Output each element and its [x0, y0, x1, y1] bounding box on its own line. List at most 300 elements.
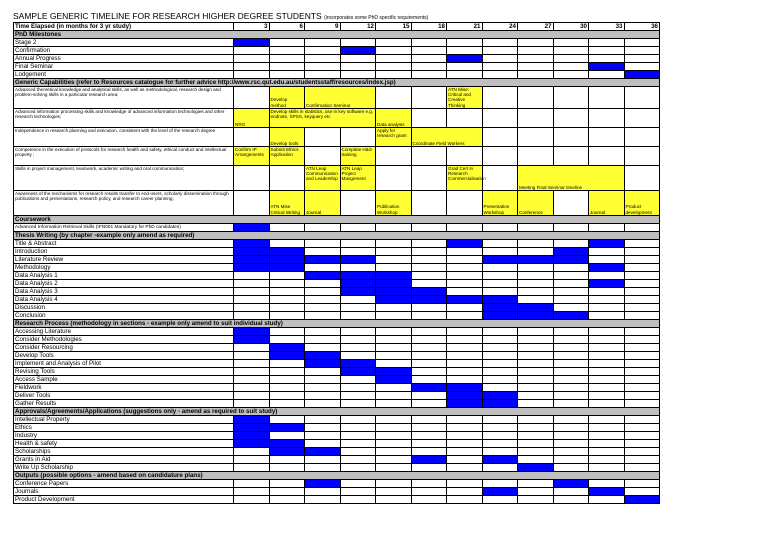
timeline-bar [305, 447, 341, 455]
timeline-bar [482, 487, 518, 495]
timeline-cell [269, 335, 305, 343]
timeline-cell [589, 39, 625, 47]
timeline-bar [340, 271, 376, 279]
timeline-cell [269, 495, 305, 503]
timeline-cell [447, 495, 483, 503]
timeline-cell [340, 335, 376, 343]
timeline-cell [305, 55, 341, 63]
timeline-cell [340, 311, 376, 319]
timeline-cell [624, 335, 660, 343]
timeline-cell [269, 165, 305, 190]
timeline-cell [482, 108, 518, 127]
timeline-cell [589, 375, 625, 383]
timeline-cell [234, 391, 270, 399]
timeline-cell [482, 127, 518, 146]
timeline-cell [340, 479, 376, 487]
timeline-cell [411, 165, 447, 190]
timeline-cell [553, 463, 589, 471]
timeline-cell [340, 303, 376, 311]
timeline-cell [340, 423, 376, 431]
timeline-cell [411, 351, 447, 359]
timeline-cell [482, 63, 518, 71]
timeline-cell [376, 63, 412, 71]
timeline-bar [340, 255, 376, 263]
row-label: Implement and Analysis of Pilot [14, 359, 234, 367]
timeline-cell [340, 463, 376, 471]
timeline-cell [447, 463, 483, 471]
capability-activity: ATN Leap Communication and Leadership [305, 165, 341, 190]
timeline-cell [447, 223, 483, 231]
timeline-cell [411, 303, 447, 311]
timeline-bar [411, 383, 447, 391]
timeline-cell [482, 447, 518, 455]
timeline-bar [234, 431, 270, 439]
timeline-bar [305, 255, 341, 263]
timeline-bar [553, 479, 589, 487]
timeline-cell [482, 247, 518, 255]
timeline-cell [553, 375, 589, 383]
section-row [14, 31, 660, 39]
timeline-cell [482, 71, 518, 79]
timeline-cell [518, 239, 554, 247]
timeline-cell [518, 327, 554, 335]
table-row [14, 439, 660, 447]
timeline-bar [482, 399, 518, 407]
timeline-cell [340, 391, 376, 399]
timeline-cell [447, 279, 483, 287]
row-label: Lodgement [14, 71, 234, 79]
timeline-bar [305, 479, 341, 487]
timeline-cell [518, 287, 554, 295]
timeline-bar [376, 367, 412, 375]
capability-activity: Apply for research grant [376, 127, 412, 146]
timeline-cell [305, 415, 341, 423]
timeline-cell [589, 439, 625, 447]
row-label: Annual Progress [14, 55, 234, 63]
table-row [14, 399, 660, 407]
timeline-cell [624, 146, 660, 165]
row-label: Conclusion [14, 311, 234, 319]
timeline-cell [269, 287, 305, 295]
timeline-cell [589, 255, 625, 263]
timeline-cell [518, 63, 554, 71]
timeline-cell [518, 127, 554, 146]
timeline-cell [589, 447, 625, 455]
timeline-cell [305, 39, 341, 47]
timeline-bar [269, 343, 305, 351]
timeline-cell [624, 55, 660, 63]
timeline-cell [269, 399, 305, 407]
timeline-cell [589, 327, 625, 335]
timeline-bar [269, 351, 305, 359]
timeline-cell [624, 271, 660, 279]
timeline-bar [376, 375, 412, 383]
timeline-cell [411, 359, 447, 367]
row-label: Final Seminar [14, 63, 234, 71]
timeline-cell [447, 190, 483, 215]
timeline-cell [411, 391, 447, 399]
capability-activity: Conference [518, 190, 554, 215]
timeline-bar [518, 303, 554, 311]
timeline-cell [624, 287, 660, 295]
timeline-cell [305, 343, 341, 351]
timeline-cell [553, 108, 589, 127]
timeline-cell [482, 239, 518, 247]
timeline-cell [376, 423, 412, 431]
timeline-cell [624, 351, 660, 359]
title-note: (incorporates some PhD specific requirements) [324, 15, 429, 21]
row-label: Data Analysis 1 [14, 271, 234, 279]
timeline-cell [305, 335, 341, 343]
timeline-cell [589, 247, 625, 255]
timeline-cell [376, 263, 412, 271]
timeline-cell [340, 383, 376, 391]
timeline-cell [269, 39, 305, 47]
timeline-cell [305, 423, 341, 431]
timeline-cell [589, 391, 625, 399]
timeline-cell [482, 335, 518, 343]
timeline-cell [589, 359, 625, 367]
timeline-bar [269, 423, 305, 431]
timeline-cell [305, 295, 341, 303]
timeline-cell [624, 47, 660, 55]
timeline-bar [234, 327, 270, 335]
timeline-bar [624, 71, 660, 79]
timeline-cell [624, 383, 660, 391]
section-header: Research Process (methodology in sections - example only amend to suit individual study) [14, 319, 660, 327]
timeline-cell [518, 375, 554, 383]
timeline-bar [482, 255, 518, 263]
timeline-cell [518, 263, 554, 271]
timeline-cell [234, 359, 270, 367]
timeline-cell [269, 55, 305, 63]
timeline-bar [447, 55, 483, 63]
timeline-cell [553, 295, 589, 303]
section-header: Generic Capabilities (refer to Resources catalogue for further advice http://www.rsc.qut.edu.au/studentsstaff/resources/index.jsp) [14, 79, 660, 87]
table-row [14, 415, 660, 423]
timeline-cell [553, 47, 589, 55]
timeline-bar [411, 287, 447, 295]
timeline-cell [340, 247, 376, 255]
timeline-cell [447, 71, 483, 79]
timeline-cell [234, 463, 270, 471]
timeline-cell [411, 399, 447, 407]
timeline-cell [340, 263, 376, 271]
timeline-bar [411, 455, 447, 463]
timeline-cell [482, 39, 518, 47]
timeline-cell [234, 271, 270, 279]
timeline-bar [234, 247, 270, 255]
row-label: Scholarships [14, 447, 234, 455]
timeline-cell [411, 55, 447, 63]
section-row [14, 79, 660, 87]
timeline-cell [340, 55, 376, 63]
timeline-bar [234, 223, 270, 231]
timeline-cell [305, 146, 341, 165]
timeline-bar [447, 239, 483, 247]
timeline-cell [624, 127, 660, 146]
timeline-cell [447, 359, 483, 367]
timeline-cell [589, 335, 625, 343]
capability-activity: Journal [305, 190, 341, 215]
timeline-cell [589, 47, 625, 55]
row-label: Confirmation [14, 47, 234, 55]
timeline-bar [234, 39, 270, 47]
table-row [14, 359, 660, 367]
timeline-cell [340, 223, 376, 231]
timeline-cell [482, 223, 518, 231]
timeline-cell [234, 127, 270, 146]
timeline-cell [518, 71, 554, 79]
timeline-cell [340, 375, 376, 383]
timeline-cell [518, 295, 554, 303]
timeline-cell [518, 455, 554, 463]
timeline-cell [411, 239, 447, 247]
page-title: SAMPLE GENERIC TIMELINE FOR RESEARCH HIGHER DEGREE STUDENTS (incorporates some PhD specific requirements) [13, 11, 429, 21]
capability-activity: Develop method [269, 87, 305, 109]
timeline-cell [447, 367, 483, 375]
row-label: Intellectual Property [14, 415, 234, 423]
timeline-cell [553, 415, 589, 423]
capability-label: Competence in the execution of protocols for research health and safety, ethical conduct and intellectual property ; [14, 146, 234, 165]
timeline-cell [624, 63, 660, 71]
timeline-cell [447, 327, 483, 335]
timeline-cell [447, 247, 483, 255]
timeline-cell [376, 239, 412, 247]
timeline-cell [589, 415, 625, 423]
timeline-cell [305, 127, 341, 146]
header-label: Time Elapsed (in months for 3 yr study) [14, 23, 234, 31]
timeline-cell [482, 165, 518, 190]
timeline-cell [589, 55, 625, 63]
timeline-cell [411, 311, 447, 319]
timeline-cell [589, 399, 625, 407]
timeline-bar [376, 271, 412, 279]
timeline-cell [411, 343, 447, 351]
row-label: Gather Results [14, 399, 234, 407]
timeline-cell [376, 55, 412, 63]
table-row [14, 383, 660, 391]
timeline-cell [447, 351, 483, 359]
timeline-cell [447, 343, 483, 351]
timeline-cell [269, 415, 305, 423]
timeline-cell [553, 146, 589, 165]
timeline-cell [376, 455, 412, 463]
timeline-cell [624, 39, 660, 47]
table-row [14, 279, 660, 287]
timeline-cell [518, 391, 554, 399]
timeline-cell [482, 463, 518, 471]
timeline-cell [411, 279, 447, 287]
capability-label: Awareness of the mechanisms for research results transfer to end-users, scholarly dissemination through publications and presentations, research policy, and research career planning; [14, 190, 234, 215]
timeline-cell [482, 271, 518, 279]
timeline-cell [447, 146, 483, 165]
timeline-cell [411, 439, 447, 447]
timeline-cell [234, 63, 270, 71]
timeline-cell [624, 367, 660, 375]
timeline-cell [411, 271, 447, 279]
timeline-cell [518, 423, 554, 431]
timeline-cell [553, 55, 589, 63]
timeline-cell [411, 495, 447, 503]
timeline-cell [269, 223, 305, 231]
timeline-cell [553, 335, 589, 343]
timeline-cell [518, 359, 554, 367]
timeline-cell [305, 327, 341, 335]
timeline-cell [447, 255, 483, 263]
timeline-bar [447, 399, 483, 407]
row-label: Consider Resourcing [14, 343, 234, 351]
row-label: Access Sample [14, 375, 234, 383]
timeline-cell [553, 495, 589, 503]
timeline-bar [234, 263, 270, 271]
header-row [14, 23, 660, 31]
timeline-bar [589, 487, 625, 495]
timeline-cell [482, 263, 518, 271]
timeline-cell [482, 439, 518, 447]
timeline-cell [624, 311, 660, 319]
timeline-cell [553, 303, 589, 311]
timeline-cell [376, 479, 412, 487]
timeline-cell [518, 431, 554, 439]
timeline-cell [376, 463, 412, 471]
timeline-cell [234, 495, 270, 503]
timeline-cell [553, 190, 589, 215]
timeline-cell [340, 415, 376, 423]
timeline-cell [482, 343, 518, 351]
timeline-cell [305, 263, 341, 271]
timeline-cell [553, 383, 589, 391]
timeline-cell [234, 487, 270, 495]
timeline-cell [411, 247, 447, 255]
timeline-bar [482, 303, 518, 311]
section-row [14, 231, 660, 239]
row-label: Data Analysis 4 [14, 295, 234, 303]
timeline-bar [269, 439, 305, 447]
timeline-cell [624, 415, 660, 423]
timeline-cell [376, 391, 412, 399]
timeline-cell [447, 487, 483, 495]
timeline-cell [447, 335, 483, 343]
timeline-cell [553, 327, 589, 335]
row-label: Product Development [14, 495, 234, 503]
timeline-cell [553, 279, 589, 287]
timeline-cell [305, 431, 341, 439]
timeline-cell [305, 439, 341, 447]
section-header: PhD Milestones [14, 31, 660, 39]
timeline-cell [376, 303, 412, 311]
timeline-cell [553, 271, 589, 279]
timeline-cell [553, 367, 589, 375]
timeline-bar [589, 263, 625, 271]
timeline-cell [589, 463, 625, 471]
timeline-cell [269, 375, 305, 383]
timeline-cell [518, 279, 554, 287]
timeline-bar [340, 279, 376, 287]
timeline-cell [376, 383, 412, 391]
timeline-cell [518, 271, 554, 279]
table-row [14, 271, 660, 279]
row-label: Ethics [14, 423, 234, 431]
capability-row [14, 165, 660, 190]
timeline-cell [411, 447, 447, 455]
row-label: Industry [14, 431, 234, 439]
timeline-cell [376, 359, 412, 367]
timeline-cell [340, 487, 376, 495]
timeline-cell [234, 303, 270, 311]
timeline-cell [411, 223, 447, 231]
timeline-cell [340, 455, 376, 463]
timeline-cell [376, 351, 412, 359]
row-label: Literature Review [14, 255, 234, 263]
timeline-cell [447, 303, 483, 311]
timeline-cell [518, 39, 554, 47]
table-row [14, 47, 660, 55]
timeline-cell [305, 287, 341, 295]
timeline-cell [518, 439, 554, 447]
timeline-bar [269, 247, 305, 255]
timeline-cell [234, 399, 270, 407]
timeline-cell [447, 375, 483, 383]
capability-activity: Grad Cert in Research Commercialisation [447, 165, 483, 190]
timeline-bar [340, 367, 376, 375]
timeline-bar [553, 247, 589, 255]
timeline-cell [553, 127, 589, 146]
capability-label: Advanced theoretical knowledge and analytical skills, as well as methodological, research design and problem-solving skills in a particular research area; [14, 87, 234, 109]
row-label: Grants in Aid [14, 455, 234, 463]
capability-label: Advanced information processing skills and knowledge of advanced information technologies and other research technologies; [14, 108, 234, 127]
month-col: 12 [340, 23, 376, 31]
section-header: Coursework [14, 215, 660, 223]
month-col: 6 [269, 23, 305, 31]
timeline-cell [376, 487, 412, 495]
timeline-cell [589, 455, 625, 463]
timeline-cell [411, 463, 447, 471]
timeline-cell [589, 423, 625, 431]
timeline-bar [340, 47, 376, 55]
timeline-cell [589, 127, 625, 146]
timeline-cell [340, 447, 376, 455]
timeline-cell [234, 383, 270, 391]
row-label: Consider Methodologies [14, 335, 234, 343]
timeline-cell [518, 247, 554, 255]
table-row [14, 239, 660, 247]
timeline-cell [376, 255, 412, 263]
capability-label: Skills in project management, teamwork, academic writing and oral communication; [14, 165, 234, 190]
timeline-bar [340, 359, 376, 367]
timeline-cell [234, 287, 270, 295]
timeline-cell [305, 223, 341, 231]
timeline-bar [305, 351, 341, 359]
timeline-cell [447, 455, 483, 463]
timeline-cell [624, 463, 660, 471]
timeline-cell [340, 495, 376, 503]
timeline-cell [589, 431, 625, 439]
timeline-cell [376, 415, 412, 423]
timeline-cell [553, 239, 589, 247]
timeline-cell [624, 343, 660, 351]
timeline-cell [624, 108, 660, 127]
timeline-cell [518, 447, 554, 455]
timeline-cell [376, 165, 412, 190]
timeline-cell [305, 391, 341, 399]
timeline-cell [624, 431, 660, 439]
timeline-cell [589, 87, 625, 109]
timeline-cell [340, 431, 376, 439]
section-row [14, 407, 660, 415]
timeline-cell [589, 71, 625, 79]
timeline-cell [376, 223, 412, 231]
